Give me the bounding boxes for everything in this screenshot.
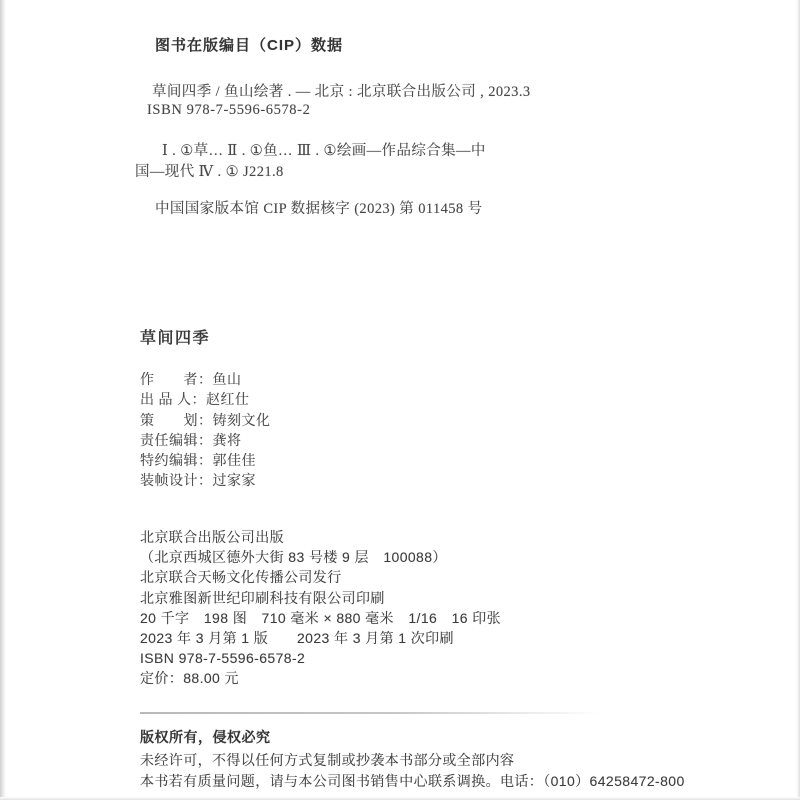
copyright-notice: 版权所有，侵权必究: [140, 729, 271, 745]
credits-list: [140, 371, 271, 493]
credit-managing-editor: 责任编辑：龚将: [140, 433, 242, 449]
copyright-restriction-line: 未经许可，不得以任何方式复制或抄袭本书部分或全部内容: [140, 752, 515, 768]
cip-classification-line-1: Ⅰ . ①草… Ⅱ . ①鱼… Ⅲ . ①绘画—作品综合集—中: [162, 143, 486, 159]
credit-designer: 装帧设计：过家家: [140, 474, 256, 490]
distributor-line: 北京联合天畅文化传播公司发行: [140, 569, 342, 586]
printer-line: 北京雅图新世纪印刷科技有限公司印刷: [140, 589, 385, 606]
publisher-line: 北京联合出版公司出版: [140, 529, 284, 545]
credit-contract-editor: 特约编辑：郭佳佳: [140, 454, 256, 470]
cip-classification-line-2: 国—现代 Ⅳ . ① J221.8: [135, 164, 284, 180]
book-title: 草间四季: [140, 330, 211, 347]
credit-producer: 出 品 人：赵红仕: [140, 393, 250, 409]
section-divider-rule: [140, 712, 602, 714]
cip-catalog-line: 草间四季 / 鱼山绘著 . — 北京 : 北京联合出版公司 , 2023.3: [152, 84, 531, 100]
cip-registry-line: 中国国家版本馆 CIP 数据核字 (2023) 第 011458 号: [155, 201, 483, 217]
isbn-line: ISBN 978-7-5596-6578-2: [140, 650, 306, 667]
page-edge-right: [796, 0, 800, 800]
edition-line: 2023 年 3 月第 1 版 2023 年 3 月第 1 次印刷: [140, 629, 454, 646]
publisher-address-line: （北京西城区德外大街 83 号楼 9 层 100088）: [140, 549, 447, 566]
format-line: 20 千字 198 图 710 毫米 × 880 毫米 1/16 16 印张: [140, 609, 502, 626]
cip-block-header: 图书在版编目（CIP）数据: [155, 37, 344, 54]
cip-isbn-line: ISBN 978-7-5596-6578-2: [147, 102, 311, 118]
credit-planning: 策 划：铸刻文化: [140, 413, 271, 429]
credit-author: 作 者：鱼山: [140, 373, 242, 388]
quality-contact-line: 本书若有质量问题，请与本公司图书销售中心联系调换。电话：（010）64258472-800: [140, 773, 685, 789]
publishing-block: [140, 527, 501, 689]
page-edge-left: [0, 0, 6, 800]
price-line: 定价：88.00 元: [140, 670, 239, 687]
